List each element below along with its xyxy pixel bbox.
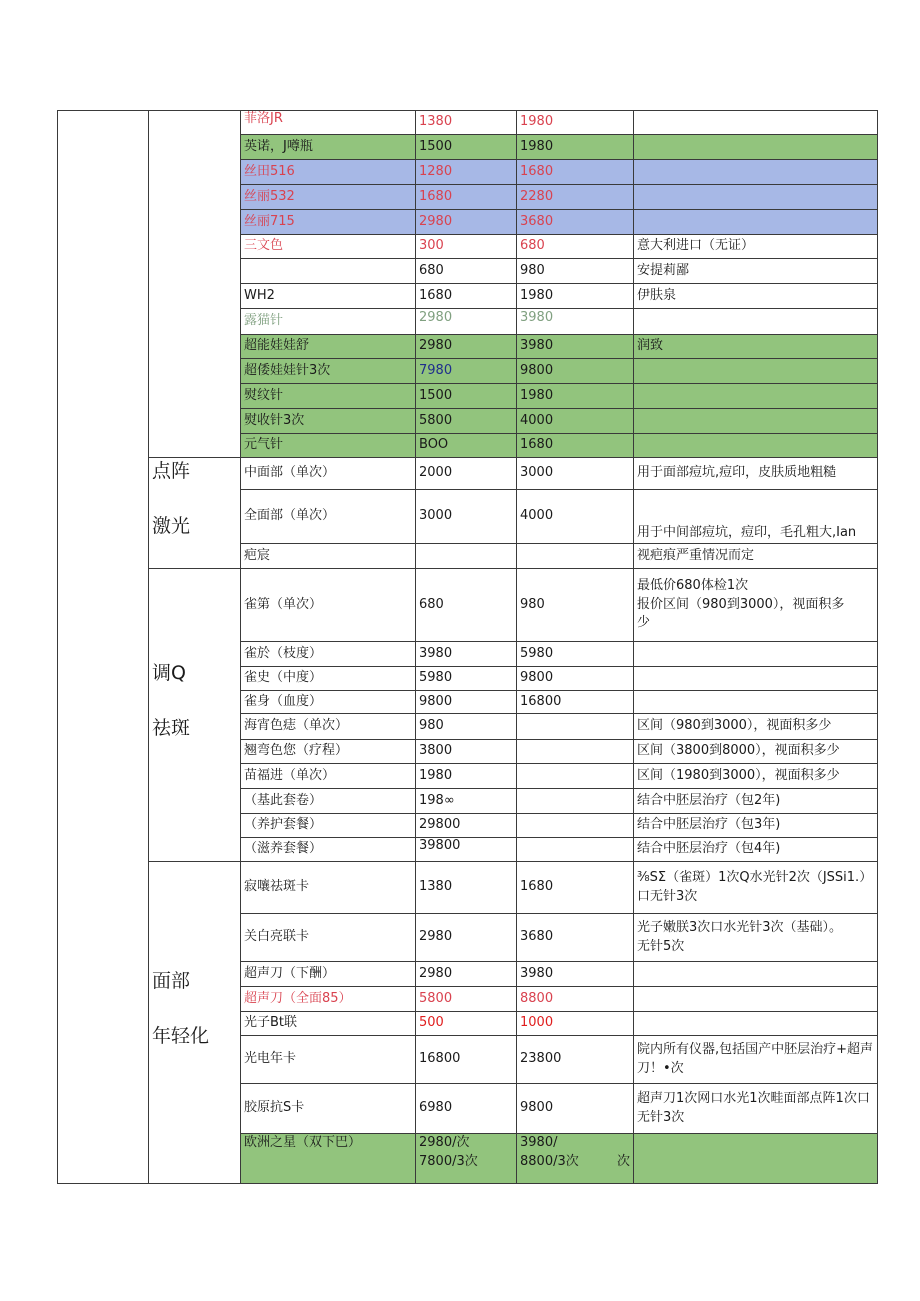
- item-name: 英诺，J噂瓶: [241, 135, 416, 160]
- price-2: 23800: [517, 1036, 634, 1084]
- price-1: 680: [416, 569, 517, 642]
- price-2: 9800: [517, 667, 634, 691]
- note: [634, 987, 878, 1012]
- price-1: 5980: [416, 667, 517, 691]
- price-1: 3980: [416, 642, 517, 667]
- price-table: [57, 110, 878, 1184]
- note: [634, 691, 878, 714]
- price-1: BOO: [416, 434, 517, 458]
- item-name: 菲洛JR: [241, 111, 416, 135]
- item-name: 欧洲之星（双下巴）: [241, 1134, 416, 1184]
- price-1: [416, 543, 517, 568]
- item-name: 熨纹针: [241, 384, 416, 409]
- note: [634, 962, 878, 987]
- note: 视疤痕严重情况而定: [634, 543, 878, 568]
- note: 区间（1980到3000），视面积多少: [634, 764, 878, 789]
- item-name: 雀第（单次）: [241, 569, 416, 642]
- price-1: 2980: [416, 309, 517, 335]
- price-2: [517, 740, 634, 764]
- item-name: 寂嚷祛斑卡: [241, 862, 416, 914]
- note: 区间（980到3000），视面积多少: [634, 714, 878, 740]
- price-2: 4000: [517, 489, 634, 543]
- price-1: 2980: [416, 210, 517, 235]
- table-row: [58, 111, 878, 135]
- note: 区间（3800到8000），视面积多少: [634, 740, 878, 764]
- group-label-tiaoq: 调Q 祛斑: [149, 569, 241, 862]
- note: [634, 409, 878, 434]
- note: 结合中胚层治疗（包3年): [634, 814, 878, 838]
- price-1: 2980: [416, 914, 517, 962]
- item-name: 光子Bt联: [241, 1012, 416, 1036]
- price-2: 16800: [517, 691, 634, 714]
- item-name: 元气针: [241, 434, 416, 458]
- group-label-dianzhen: 点阵 激光: [149, 458, 241, 569]
- price-1: 2980/次 7800/3次: [416, 1134, 517, 1184]
- item-name: （养护套餐）: [241, 814, 416, 838]
- group-label-mianbu: 面部 年轻化: [149, 862, 241, 1184]
- price-1: 1380: [416, 862, 517, 914]
- note: [634, 210, 878, 235]
- item-name: 全面部（单次）: [241, 489, 416, 543]
- note: [634, 1134, 878, 1184]
- note: ⅜SΣ（雀斑）1次Q水光针2次（JSSi1.） 口无针3次: [634, 862, 878, 914]
- note: 结合中胚层治疗（包2年): [634, 789, 878, 814]
- price-2: 3980: [517, 335, 634, 359]
- price-2: 1680: [517, 434, 634, 458]
- price-2: 1980: [517, 284, 634, 309]
- note: [634, 111, 878, 135]
- price-2: 4000: [517, 409, 634, 434]
- note: 院内所有仪器,包括国产中胚层治疗+超声 刀！•次: [634, 1036, 878, 1084]
- price-2: 2280: [517, 185, 634, 210]
- price-1: 1500: [416, 135, 517, 160]
- price-1: 39800: [416, 838, 517, 862]
- item-name: [241, 259, 416, 284]
- note: 润致: [634, 335, 878, 359]
- price-1: 1980: [416, 764, 517, 789]
- note: [634, 434, 878, 458]
- price-2: [517, 814, 634, 838]
- price-2: 3980: [517, 962, 634, 987]
- note: [634, 160, 878, 185]
- note: 伊肤泉: [634, 284, 878, 309]
- note: [634, 384, 878, 409]
- price-1: 1680: [416, 185, 517, 210]
- price-1: 16800: [416, 1036, 517, 1084]
- price-2: 3980: [517, 309, 634, 335]
- item-name: 雀於（枝度）: [241, 642, 416, 667]
- price-2: 1980: [517, 384, 634, 409]
- price-2: 1000: [517, 1012, 634, 1036]
- item-name: 光电年卡: [241, 1036, 416, 1084]
- item-name: 关白亮联卡: [241, 914, 416, 962]
- item-name: 超声刀（全面85）: [241, 987, 416, 1012]
- item-name: （基此套卷）: [241, 789, 416, 814]
- price-1: 980: [416, 714, 517, 740]
- price-2: 3680: [517, 914, 634, 962]
- price-1: 29800: [416, 814, 517, 838]
- price-1: 300: [416, 235, 517, 259]
- price-1: 6980: [416, 1084, 517, 1134]
- item-name: 雀身（血度）: [241, 691, 416, 714]
- item-name: 翘弯色您（疗程）: [241, 740, 416, 764]
- item-name: 疤宸: [241, 543, 416, 568]
- price-2: 9800: [517, 1084, 634, 1134]
- outer-blank-cell: [58, 111, 149, 1184]
- note: 意大利进口（无证）: [634, 235, 878, 259]
- note: 结合中胚层治疗（包4年): [634, 838, 878, 862]
- price-2: 1980: [517, 135, 634, 160]
- price-2: [517, 789, 634, 814]
- price-1: 1280: [416, 160, 517, 185]
- price-1: 5800: [416, 409, 517, 434]
- price-2: [517, 764, 634, 789]
- item-name: 超声刀（下酬）: [241, 962, 416, 987]
- price-1: 198∞: [416, 789, 517, 814]
- item-name: 三文色: [241, 235, 416, 259]
- price-2: 5980: [517, 642, 634, 667]
- price-1: 1380: [416, 111, 517, 135]
- table-row: [58, 569, 878, 642]
- price-2: 980: [517, 259, 634, 284]
- item-name: 超倭娃娃针3次: [241, 359, 416, 384]
- price-2: 680: [517, 235, 634, 259]
- price-1: 7980: [416, 359, 517, 384]
- price-1: 2980: [416, 962, 517, 987]
- item-name: 丝田516: [241, 160, 416, 185]
- item-name: 雀史（中度）: [241, 667, 416, 691]
- table-row: [58, 862, 878, 914]
- group-blank-cell: [149, 111, 241, 458]
- price-1: 3000: [416, 489, 517, 543]
- price-1: 680: [416, 259, 517, 284]
- price-2: [517, 838, 634, 862]
- note: [634, 642, 878, 667]
- note: 光子嫩朕3次口水光针3次（基础）。 无针5次: [634, 914, 878, 962]
- price-1: 3800: [416, 740, 517, 764]
- item-name: 苗福进（单次）: [241, 764, 416, 789]
- item-name: 胶原抗S卡: [241, 1084, 416, 1134]
- note: 最低价680体检1次 报价区间（980到3000），视面积多 少: [634, 569, 878, 642]
- note: 用于中间部痘坑，痘印，毛孔粗大,Ian: [634, 489, 878, 543]
- item-name: 超能娃娃舒: [241, 335, 416, 359]
- price-2: 1680: [517, 862, 634, 914]
- price-2: 980: [517, 569, 634, 642]
- note: [634, 359, 878, 384]
- item-name: WH2: [241, 284, 416, 309]
- price-2: 3680: [517, 210, 634, 235]
- item-name: 露猫针: [241, 309, 416, 335]
- price-1: 2000: [416, 458, 517, 490]
- price-1: 500: [416, 1012, 517, 1036]
- price-2: [517, 714, 634, 740]
- note: [634, 309, 878, 335]
- note: [634, 667, 878, 691]
- note: 用于面部痘坑,痘印，皮肤质地粗糙: [634, 458, 878, 490]
- price-2: [517, 543, 634, 568]
- price-2: 1980: [517, 111, 634, 135]
- item-name: 丝丽715: [241, 210, 416, 235]
- item-name: 中面部（单次）: [241, 458, 416, 490]
- price-2: 8800: [517, 987, 634, 1012]
- item-name: 丝丽532: [241, 185, 416, 210]
- price-1: 2980: [416, 335, 517, 359]
- item-name: 海宵色痣（单次）: [241, 714, 416, 740]
- price-2: 9800: [517, 359, 634, 384]
- price-2: 3980/ 次 8800/3次: [517, 1134, 634, 1184]
- table-row: [58, 458, 878, 490]
- note: 超声刀1次网口水光1次畦面部点阵1次口 无针3次: [634, 1084, 878, 1134]
- price-1: 1680: [416, 284, 517, 309]
- note: [634, 185, 878, 210]
- price-1: 9800: [416, 691, 517, 714]
- note: [634, 135, 878, 160]
- note: [634, 1012, 878, 1036]
- note: 安提莉鄙: [634, 259, 878, 284]
- item-name: （滋养套餐）: [241, 838, 416, 862]
- price-2: 3000: [517, 458, 634, 490]
- price-2: 1680: [517, 160, 634, 185]
- item-name: 熨收针3次: [241, 409, 416, 434]
- price-1: 1500: [416, 384, 517, 409]
- price-1: 5800: [416, 987, 517, 1012]
